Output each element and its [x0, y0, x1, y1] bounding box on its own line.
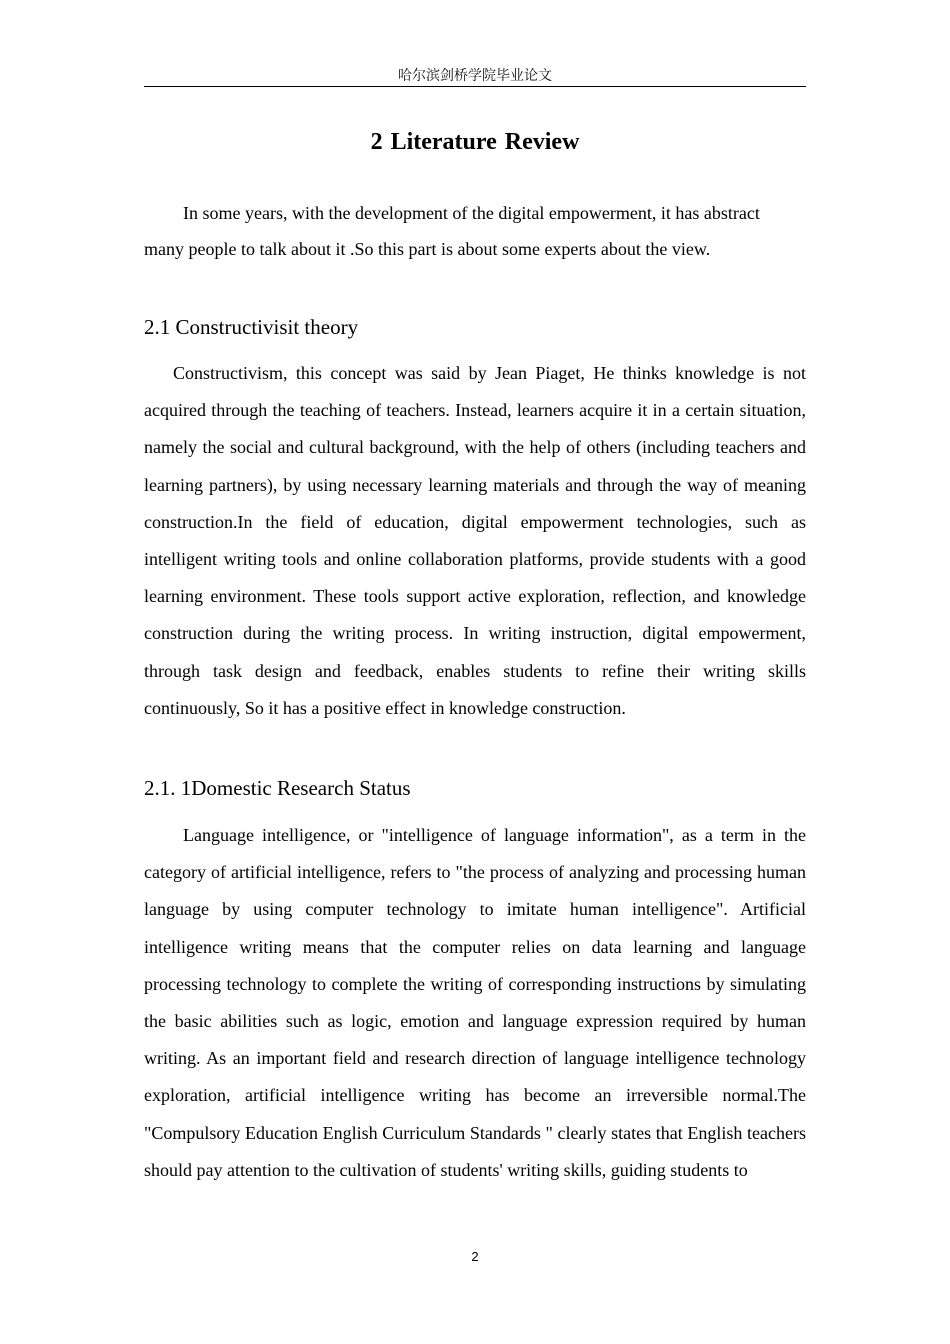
section-2-1-1-paragraph: Language intelligence, or "intelligence of language information", as a term in the category of artificial intelligence, refers to "the process of analyzing and processing human language by using computer technology to imitate human intelligence". Artificial intelligence writing means that the computer relies on data learning and language processing technology to complete the writing of corresponding instructions by simulating the basic abilities such as logic, emotion and language expression required by human writing. As an important field and research direction of language intelligence technology exploration, artificial intelligence writing has become an irreversible normal.The "Compulsory Education English Curriculum Standards " clearly states that English teachers should pay attention to the cultivation of students' writing skills, guiding students to [144, 825, 806, 1180]
section-heading-2-1: 2.1 Constructivisit theory [144, 315, 359, 339]
running-header: 哈尔滨剑桥学院毕业论文 [398, 68, 552, 84]
section-2-1-paragraph: Constructivism, this concept was said by Jean Piaget, He thinks knowledge is not acquired through the teaching of teachers. Instead, learners acquire it in a certain situation, namely the social and cultural background, with the help of others (including teachers and learning partners), by using necessary learning materials and through the way of meaning construction.In the field of education, digital empowerment technologies, such as intelligent writing tools and online collaboration platforms, provide students with a good learning environment. These tools support active exploration, reflection, and knowledge construction during the writing process. In writing instruction, digital empowerment, through task design and feedback, enables students to refine their writing skills continuously, So it has a positive effect in knowledge construction. [144, 363, 806, 718]
intro-paragraph: In some years, with the development of the digital empowerment, it has abstract many people to talk about it .So this part is about some experts about the view. [144, 203, 760, 259]
section-heading-2-1-1: 2.1. 1Domestic Research Status [144, 776, 411, 800]
page-number: 2 [471, 1249, 479, 1264]
header-divider [144, 86, 806, 87]
chapter-title: 2 Literature Review [370, 129, 580, 155]
